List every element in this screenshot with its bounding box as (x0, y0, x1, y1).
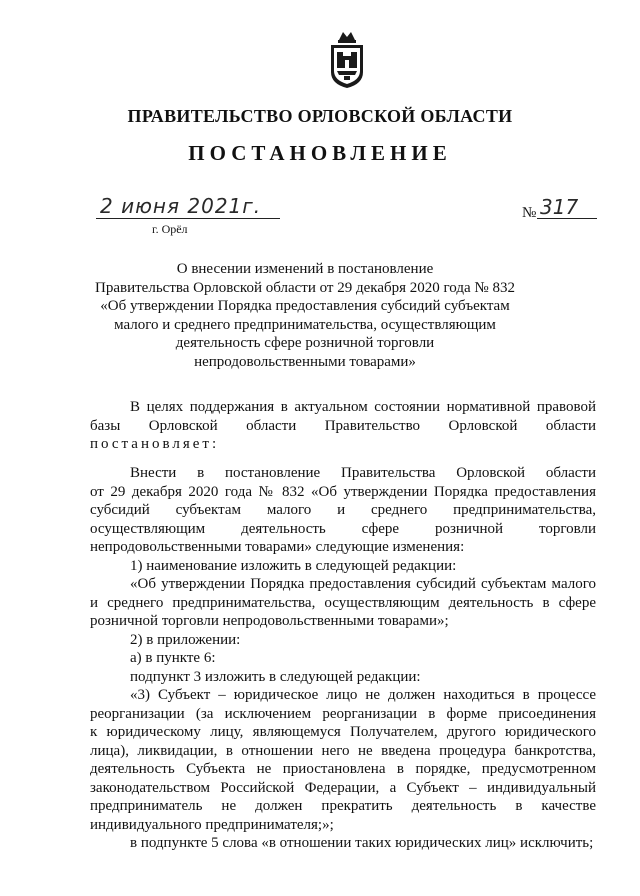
text-line: и среднего предпринимательства, осуществляющим деятельность в сфере (90, 594, 596, 611)
preamble-decree-word: постановляет: (90, 436, 220, 452)
text-line: к юридическому лицу, являющемуся Получателем, другого юридического (90, 724, 596, 740)
text-line: «3) Субъект – юридическое лицо не должен находиться в процессе (130, 687, 596, 703)
number-label: № (522, 205, 537, 221)
number-underline (537, 218, 597, 219)
title-line: непродовольственными товарами» (194, 353, 416, 370)
text-line: «Об утверждении Порядка предоставления субсидий субъектам малого (130, 576, 596, 592)
text-line: непродовольственными товарами» следующие изменения: (90, 539, 465, 555)
handwritten-date: 2 июня 2021г. (100, 194, 262, 218)
text-line: индивидуального предпринимателя;»; (90, 816, 334, 833)
text-line: реорганизации (за исключением реорганизации в форме присоединения (90, 705, 596, 722)
text-line: 2) в приложении: (130, 631, 241, 648)
city: г. Орёл (152, 222, 188, 236)
oryol-coat-of-arms-icon (327, 28, 367, 90)
text-line: предприниматель не должен прекратить деятельность в качестве (90, 798, 596, 814)
text-line: 1) наименование изложить в следующей редакции: (130, 557, 457, 574)
text-line: осуществляющим деятельность сфере розничной торговли (90, 520, 596, 537)
title-line: «Об утверждении Порядка предоставления субсидий субъектам (100, 298, 510, 314)
document-type: ПОСТАНОВЛЕНИЕ (188, 141, 452, 165)
text-line: деятельность Субъекта не приостановлена в порядке, предусмотренном (90, 761, 596, 777)
main-text (90, 464, 596, 853)
text-line: в подпункте 5 слова «в отношении таких юридических лиц» исключить; (130, 835, 594, 851)
text-line: Внести в постановление Правительства Орловской области (130, 465, 596, 481)
government-name: ПРАВИТЕЛЬСТВО ОРЛОВСКОЙ ОБЛАСТИ (127, 106, 513, 126)
handwritten-number: 317 (540, 195, 579, 219)
title-line: О внесении изменений в постановление (176, 261, 434, 277)
text-line: подпункт 3 изложить в следующей редакции: (130, 668, 421, 685)
title-line: малого и среднего предпринимательства, осуществляющим (114, 316, 496, 333)
text-line: от 29 декабря 2020 года № 832 «Об утверждении Порядка предоставления (90, 483, 596, 500)
date-underline (96, 218, 280, 219)
title-line: Правительства Орловской области от 29 декабря 2020 года № 832 (95, 279, 515, 296)
preamble (90, 398, 596, 454)
text-line: законодательством Российской Федерации, а Субъект – индивидуальный (90, 779, 596, 796)
text-line: субсидий субъектам малого и среднего предпринимательства, (90, 502, 596, 518)
preamble-line: В целях поддержания в актуальном состоянии нормативной правовой (130, 399, 596, 415)
title-line: деятельность сфере розничной торговли (175, 335, 435, 351)
preamble-line: базы Орловской области Правительство Орловской области (90, 417, 596, 434)
text-line: лица), ликвидации, в отношении него не введена процедура банкротства, (90, 742, 596, 759)
text-line: а) в пункте 6: (130, 650, 216, 666)
document-title (90, 260, 520, 371)
text-line: розничной торговли непродовольственными товарами»; (90, 613, 449, 629)
